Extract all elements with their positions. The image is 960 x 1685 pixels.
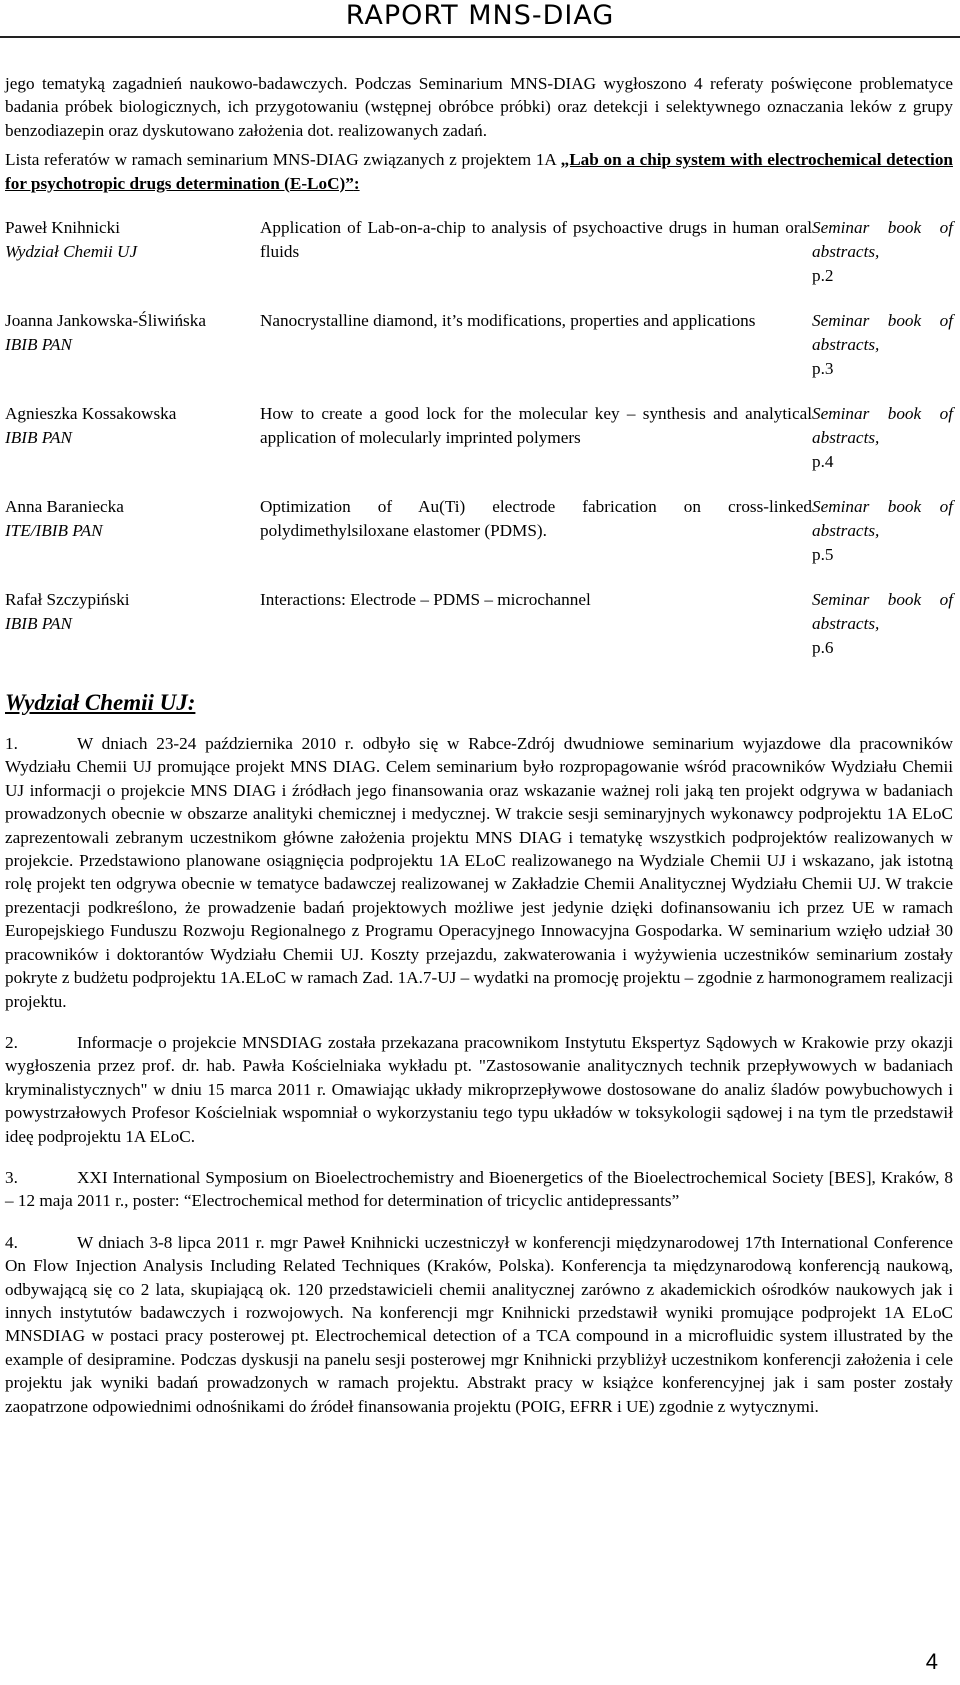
source-text: Seminar book of abstracts, bbox=[812, 497, 953, 541]
source-page: p.6 bbox=[812, 638, 834, 658]
table-row bbox=[5, 216, 953, 309]
author-cell bbox=[5, 216, 260, 309]
referat-title: Optimization of Au(Ti) electrode fabrication on cross-linked polydimethylsiloxane elastomer (PDMS). bbox=[260, 497, 812, 541]
item-text: XXI International Symposium on Bioelectrochemistry and Bioenergetics of the Bioelectrochemical Society [BES], Kraków, 8 – 12 maja 2011 r., poster: “Electrochemical method for determination of tricyclic antidepressants” bbox=[5, 1167, 953, 1211]
author-name: Paweł Knihnicki bbox=[5, 218, 121, 238]
author-name: Anna Baraniecka bbox=[5, 497, 124, 517]
item-number: 2. bbox=[5, 1032, 18, 1052]
list-intro-text: Lista referatów w ramach seminarium MNS-DIAG związanych z projektem 1A bbox=[5, 150, 561, 170]
intro-paragraph: jego tematyką zagadnień naukowo-badawczych. Podczas Seminarium MNS-DIAG wygłoszono 4 referaty poświęcone problematyce badania próbek biologicznych, ich przygotowaniu (wstępnej obróbce próbki) oraz detekcji i selektywnego oznaczania leków z grupy benzodiazepin oraz dyskutowano założenia dot. realizowanych zadań. bbox=[5, 74, 953, 140]
source-text: Seminar book of abstracts, bbox=[812, 404, 953, 448]
referat-title: Application of Lab-on-a-chip to analysis of psychoactive drugs in human oral fluids bbox=[260, 218, 812, 262]
source-cell bbox=[812, 495, 953, 588]
list-item bbox=[5, 1031, 953, 1148]
author-cell bbox=[5, 588, 260, 681]
source-text: Seminar book of abstracts, bbox=[812, 590, 953, 634]
table-row bbox=[5, 588, 953, 681]
page-content bbox=[5, 72, 953, 1436]
author-institution: IBIB PAN bbox=[5, 335, 72, 355]
referat-title: How to create a good lock for the molecular key – synthesis and analytical application of molecularly imprinted polymers bbox=[260, 404, 812, 448]
section-heading: Wydział Chemii UJ: bbox=[5, 690, 196, 716]
page-header bbox=[0, 0, 960, 38]
referat-title: Interactions: Electrode – PDMS – microchannel bbox=[260, 590, 591, 610]
table-row bbox=[5, 402, 953, 495]
item-text: W dniach 23-24 października 2010 r. odbyło się w Rabce-Zdrój dwudniowe seminarium wyjazdowe dla pracowników Wydziału Chemii UJ promujące projekt MNS DIAG. Celem seminarium było rozpropagowanie wśród pracowników Wydziału Chemii UJ informacji o projekcie MNS DIAG i źródłach jego finansowania oraz wskazanie ważnej roli jaką ten projekt odgrywa w badaniach prowadzonych obecnie w obszarze analityki chemicznej i medycznej. W trakcie sesji seminaryjnych wykonawcy podprojektu 1A ELoC zaprezentowali zebranym uczestnikom główne założenia projektu MNS DIAG i tematykę wszystkich podprojektów realizowanych w projekcie. Przedstawiono planowane osiągnięcia podprojektu 1A ELoC realizowanego na Wydziale Chemii UJ i wskazano, jak istotną rolę projekt ten odgrywa obecnie w tematyce badawczej realizowanej w Zakładzie Chemii Analitycznej Wydziału Chemii UJ. W trakcie prezentacji podkreślono, że prowadzenie badań projektowych możliwe jest jedynie dzięki dofinansowaniu ich przez UE w ramach Europejskiego Funduszu Rozwoju Regionalnego z Programu Operacyjnego Innowacyjna Gospodarka. W seminarium wzięło udział 30 pracowników i doktorantów Wydziału Chemii UJ. Koszty przejazdu, zakwaterowania i wyżywienia uczestników seminarium zostały pokryte z budżetu podprojektu 1A.ELoC w ramach Zad. 1A.7-UJ – wydatki na promocję projektu – zgodnie z harmonogramem realizacji projektu. bbox=[5, 734, 953, 1011]
author-institution: Wydział Chemii UJ bbox=[5, 242, 138, 262]
author-institution: ITE/IBIB PAN bbox=[5, 521, 103, 541]
project-title: „Lab on a chip system with electrochemical detection for psychotropic drugs determination (E-LoC)” bbox=[5, 150, 953, 193]
source-cell bbox=[812, 309, 953, 402]
source-text: Seminar book of abstracts, bbox=[812, 311, 953, 355]
author-name: Joanna Jankowska-Śliwińska bbox=[5, 311, 206, 331]
author-cell bbox=[5, 309, 260, 402]
source-page: p.5 bbox=[812, 545, 834, 565]
report-title: RAPORT MNS-DIAG bbox=[345, 0, 615, 31]
referats-list-intro bbox=[5, 148, 953, 195]
author-name: Rafał Szczypiński bbox=[5, 590, 130, 610]
source-page: p.3 bbox=[812, 359, 834, 379]
source-cell bbox=[812, 216, 953, 309]
list-item bbox=[5, 1231, 953, 1418]
source-page: p.2 bbox=[812, 266, 834, 286]
page-number: 4 bbox=[925, 1649, 938, 1674]
item-number: 3. bbox=[5, 1167, 18, 1187]
table-row bbox=[5, 309, 953, 402]
referat-title: Nanocrystalline diamond, it’s modifications, properties and applications bbox=[260, 311, 756, 331]
author-name: Agnieszka Kossakowska bbox=[5, 404, 177, 424]
source-text: Seminar book of abstracts, bbox=[812, 218, 953, 262]
item-text: Informacje o projekcie MNSDIAG została przekazana pracownikom Instytutu Ekspertyz Sądowych w Krakowie przy okazji wygłoszenia przez prof. dr. hab. Pawła Kościelniaka wykładu pt. "Zastosowanie analitycznych technik przepływowych w badaniach kryminalistycznych" w dniu 15 marca 2011 r. Omawiając układy mikroprzepływowe dostosowane do analiz śladów powybuchowych i powystrzałowych Profesor Kościelniak wspomniał o wykorzystaniu tego typu układów w toksykologii sądowej i na tym tle przedstawił ideę podprojektu 1A ELoC. bbox=[5, 1032, 953, 1146]
item-number: 1. bbox=[5, 734, 18, 754]
author-institution: IBIB PAN bbox=[5, 428, 72, 448]
source-page: p.4 bbox=[812, 452, 834, 472]
list-item bbox=[5, 1166, 953, 1213]
list-intro-colon: : bbox=[353, 173, 360, 193]
table-row bbox=[5, 495, 953, 588]
author-institution: IBIB PAN bbox=[5, 614, 72, 634]
source-cell bbox=[812, 402, 953, 495]
source-cell bbox=[812, 588, 953, 681]
author-cell bbox=[5, 402, 260, 495]
list-item bbox=[5, 732, 953, 1013]
item-text: W dniach 3-8 lipca 2011 r. mgr Paweł Knihnicki uczestniczył w konferencji międzynarodowej 17th International Conference On Flow Injection Analysis Including Related Techniques (Kraków, Polska). Konferencja ta międzynarodową konferencją naukową, odbywającą się co 2 lata, skupiającą ok. 120 przedstawicieli chemii analitycznej zarówno z akademickich ośrodków naukowych jak i innych instytutów badawczych i rozwojowych. Na konferencji mgr Knihnicki przedstawił wyniki promujące podprojekt 1A ELoC MNSDIAG w postaci pracy posterowej pt. Electrochemical detection of a TCA compound in a microfluidic system illustrated by the example of desipramine. Podczas dyskusji na panelu sesji posterowej mgr Knihnicki przybliżył uczestnikom konferencji założenia i cele projektu jak wyniki badań prowadzonych w ramach projektu. Abstrakt pracy w książce konferencyjnej jak i sam poster zostały zaopatrzone odpowiednimi odnośnikami do źródeł finansowania projektu (POIG, EFRR i UE) zgodnie z wytycznymi. bbox=[5, 1232, 953, 1416]
referats-table bbox=[5, 216, 953, 681]
author-cell bbox=[5, 495, 260, 588]
item-number: 4. bbox=[5, 1232, 18, 1252]
